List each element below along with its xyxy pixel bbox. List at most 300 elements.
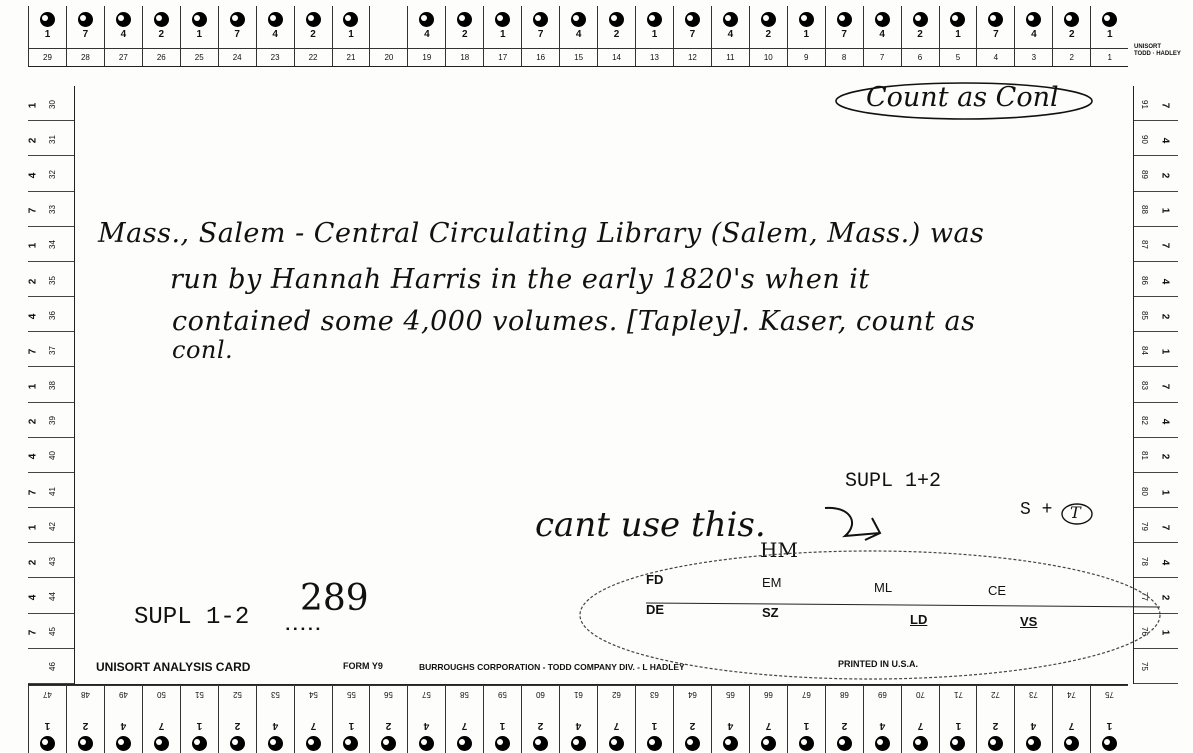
strip-code: 4 [120,29,127,40]
punch-hole-icon [419,736,434,751]
top-strip-cell [825,6,863,66]
bottom-strip-cell [559,685,597,753]
bottom-strip-cell [976,685,1014,753]
top-strip-cell [483,6,521,66]
bottom-strip-cell [635,685,673,753]
supl-upper-label: SUPL 1+2 [845,470,942,493]
strip-code: 4 [424,720,430,731]
code-de: DE [646,602,665,617]
strip-code: 1 [955,720,961,731]
strip-code: 7 [27,489,39,495]
left-strip-row [28,297,74,332]
punch-hole-icon [230,12,245,27]
right-strip-row [1134,121,1178,156]
left-strip-row [28,473,74,508]
strip-number: 20 [370,48,407,62]
bottom-strip-cell [332,685,370,753]
strip-number: 33 [47,205,57,215]
right-strip-row [1134,86,1178,121]
code-vs: VS [1020,614,1038,629]
strip-code: 1 [44,29,51,40]
strip-number: 3 [1015,48,1052,62]
strip-number: 23 [257,48,294,62]
strip-number: 68 [826,685,863,703]
bottom-strip-cell [104,685,142,753]
strip-number: 65 [712,685,749,703]
bottom-strip-cell [901,685,939,753]
bottom-strip-cell [749,685,787,753]
strip-code: 4 [575,29,582,40]
strip-number: 27 [105,48,142,62]
strip-number: 69 [864,685,901,703]
bottom-strip-cell [218,685,256,753]
strip-number: 60 [522,685,559,703]
top-strip-cell [787,6,825,66]
strip-code: 2 [82,720,89,731]
code-ld: LD [910,612,928,627]
strip-number: 11 [712,48,749,62]
bottom-strip-cell [369,685,407,753]
strip-code: 1 [196,29,202,40]
punch-hole-icon [40,736,55,751]
strip-number: 16 [522,48,559,62]
strip-number: 72 [977,685,1014,703]
strip-code: 1 [27,102,39,108]
strip-code: 1 [955,29,961,40]
strip-code: 4 [1159,418,1171,425]
code-em: EM [762,575,782,590]
top-strip-cell [445,6,483,66]
punch-hole-icon [533,12,548,27]
top-strip-cell [369,6,407,66]
strip-number: 89 [1139,170,1149,179]
left-strip-row [28,262,74,297]
strip-code: 2 [993,720,999,731]
strip-number: 76 [1139,627,1149,637]
strip-code: 2 [27,418,39,425]
punch-hole-icon [875,12,890,27]
strip-number: 50 [143,685,180,703]
strip-code: 1 [803,29,809,40]
left-strip-row [28,649,74,684]
strip-code: 7 [1069,720,1075,731]
bottom-strip-cell [521,685,559,753]
punch-hole-icon [1064,12,1079,27]
punch-hole-icon [116,12,131,27]
s-plus-label: S + [1020,500,1053,520]
strip-number: 58 [446,685,483,703]
top-punch-strip [28,6,1128,67]
strip-number: 43 [47,556,57,566]
strip-code: 1 [27,524,39,530]
punch-hole-icon [495,736,510,751]
strip-number: 9 [788,48,825,62]
strip-code: 7 [1159,243,1171,249]
punch-hole-icon [647,12,662,27]
punch-hole-icon [116,736,131,751]
strip-code: 4 [27,172,39,179]
bottom-strip-cell [28,685,66,753]
strip-code: 1 [27,383,39,390]
strip-code: 7 [993,29,999,40]
initials-hm: HM [760,538,798,562]
strip-number: 26 [143,48,180,62]
strip-code: 1 [1159,629,1171,636]
right-strip-row [1134,227,1178,262]
strip-code: 2 [917,29,923,40]
bottom-strip-cell [711,685,749,753]
strip-code: 7 [158,720,165,731]
top-strip-cell [597,6,635,66]
punch-hole-icon [457,12,472,27]
strip-number: 42 [47,521,57,531]
punch-hole-icon [761,12,776,27]
strip-number: 6 [902,48,939,62]
strip-number: 31 [47,134,57,144]
strip-code: 2 [1159,454,1171,460]
strip-code: 4 [727,720,734,731]
strip-number: 81 [1139,451,1149,461]
top-strip-cell [218,6,256,66]
punch-hole-icon [495,12,510,27]
bottom-strip-cell [142,685,180,753]
strip-code: 4 [1159,278,1171,284]
punch-hole-icon [571,736,586,751]
strip-code: 1 [499,29,506,40]
supl-lower-label: SUPL 1-2 [134,604,250,631]
strip-number: 38 [47,381,57,390]
strip-number: 30 [47,99,57,109]
code-fd: FD [646,572,664,587]
top-strip-cell [180,6,218,66]
left-strip-row [28,86,74,121]
strip-number: 56 [370,685,407,703]
strip-number: 53 [257,685,294,703]
top-strip-cell [407,6,445,66]
left-strip-row [28,543,74,578]
note-line-2: run by Hannah Harris in the early 1820's when it [170,264,870,295]
strip-code: 7 [1159,102,1171,108]
strip-code: 1 [651,720,658,731]
strip-number: 14 [598,48,635,62]
punch-hole-icon [78,12,93,27]
form-label: FORM Y9 [343,661,383,671]
strip-number: 86 [1139,275,1149,285]
punch-hole-icon [647,736,662,751]
strip-code: 4 [272,720,278,731]
top-strip-cell [863,6,901,66]
strip-code: 1 [651,29,658,40]
top-strip-cell [1052,6,1090,66]
dot-row: ▪▪▪▪▪ [286,624,324,635]
strip-code: 1 [27,243,39,249]
strip-number: 44 [47,592,57,602]
strip-code: 2 [310,29,316,40]
top-strip-cell [332,6,370,66]
strip-number: 18 [446,48,483,62]
top-strip-cell [711,6,749,66]
strip-number: 49 [105,685,142,703]
strip-code: 1 [348,720,354,731]
left-strip-row [28,332,74,367]
strip-code: 7 [234,29,240,40]
punch-hole-icon [192,12,207,27]
strip-number: 91 [1139,99,1149,109]
punch-hole-icon [571,12,586,27]
right-strip-row [1134,262,1178,297]
strip-code: 4 [272,29,278,40]
right-strip-row [1134,403,1178,438]
strip-number: 46 [47,662,57,672]
corner-logo-line-1: UNISORT [1134,44,1161,50]
circled-t-letter: T [1070,503,1081,522]
note-line-3: contained some 4,000 volumes. [Tapley]. Kaser, count as [172,306,976,337]
strip-number: 78 [1139,556,1149,566]
strip-number: 70 [902,685,939,703]
strip-number: 67 [788,685,825,703]
strip-number: 87 [1139,240,1149,250]
top-strip-cell [559,6,597,66]
punch-hole-icon [419,12,434,27]
strip-code: 1 [1159,348,1171,355]
card-title: UNISORT ANALYSIS CARD [96,660,251,674]
punch-hole-icon [40,12,55,27]
strip-number: 40 [47,451,57,461]
strip-number: 59 [484,685,521,703]
strip-number: 84 [1139,345,1149,355]
left-strip-row [28,367,74,402]
punch-hole-icon [457,736,472,751]
strip-number: 32 [47,170,57,179]
punch-hole-icon [988,736,1003,751]
right-strip-row [1134,508,1178,543]
strip-code: 7 [27,348,39,355]
strip-number: 75 [1091,685,1128,703]
left-strip-row [28,227,74,262]
code-ce: CE [988,583,1007,598]
strip-code: 4 [27,454,39,460]
punch-hole-icon [1102,736,1117,751]
strip-number: 13 [636,48,673,62]
strip-number: 77 [1139,592,1149,602]
punch-hole-icon [685,12,700,27]
note-line-1: Mass., Salem - Central Circulating Library (Salem, Mass.) was [98,218,985,249]
strip-number: 51 [181,685,218,703]
strip-number: 1 [1091,48,1128,62]
strip-code: 2 [613,29,620,40]
punch-hole-icon [268,12,283,27]
strip-code: 1 [196,720,202,731]
strip-number: 57 [408,685,445,703]
number-289: 289 [300,578,369,619]
bottom-strip-cell [1052,685,1090,753]
top-strip-cell [66,6,104,66]
punch-hole-icon [988,12,1003,27]
strip-code: 7 [689,29,696,40]
note-line-4: conl. [172,336,234,364]
left-strip-row [28,438,74,473]
count-as-conl-note: Count as Conl [866,82,1059,113]
left-strip-row [28,614,74,649]
punch-hole-icon [723,736,738,751]
punch-hole-icon [1102,12,1117,27]
strip-code: 2 [689,720,696,731]
bottom-strip-cell [597,685,635,753]
top-strip-cell [749,6,787,66]
printed-in-label: PRINTED IN U.S.A. [838,659,919,669]
strip-code: 7 [1159,524,1171,530]
bottom-strip-cell [1014,685,1052,753]
top-strip-cell [939,6,977,66]
strip-code: 4 [575,720,582,731]
code-sz: SZ [762,605,779,620]
strip-number: 47 [29,685,66,703]
bottom-strip-cell [1090,685,1128,753]
strip-number: 28 [67,48,104,62]
strip-number: 48 [67,685,104,703]
strip-number: 39 [47,416,57,426]
strip-number: 25 [181,48,218,62]
strip-number: 17 [484,48,521,62]
punch-hole-icon [723,12,738,27]
strip-number: 36 [47,310,57,320]
strip-number: 22 [295,48,332,62]
punch-hole-icon [685,736,700,751]
strip-number: 64 [674,685,711,703]
top-strip-cell [635,6,673,66]
strip-number: 79 [1139,521,1149,531]
punch-hole-icon [761,736,776,751]
top-strip-cell [104,6,142,66]
strip-code: 1 [348,29,354,40]
strip-number: 52 [219,685,256,703]
left-punch-strip [28,86,75,684]
strip-number: 10 [750,48,787,62]
strip-number: 2 [1053,48,1090,62]
strip-code: 7 [310,720,316,731]
strip-number: 85 [1139,310,1149,320]
strip-number: 73 [1015,685,1052,703]
strip-code: 2 [462,29,468,40]
strip-code: 7 [613,720,620,731]
strip-number: 88 [1139,205,1149,215]
strip-code: 1 [1106,720,1113,731]
bottom-strip-cell [825,685,863,753]
right-strip-row [1134,297,1178,332]
strip-number: 45 [47,627,57,637]
strip-number: 21 [333,48,370,62]
strip-code: 4 [27,313,39,319]
strip-code: 7 [82,29,89,40]
strip-number: 74 [1053,685,1090,703]
strip-code: 2 [537,720,544,731]
strip-code: 4 [879,720,885,731]
top-strip-cell [673,6,711,66]
strip-number: 37 [47,345,57,355]
punch-hole-icon [950,12,965,27]
strip-number: 75 [1139,662,1149,672]
bottom-strip-cell [445,685,483,753]
strip-code: 7 [917,720,923,731]
right-strip-row [1134,192,1178,227]
strip-code: 2 [386,720,392,731]
punch-hole-icon [381,736,396,751]
right-strip-row [1134,438,1178,473]
strip-code: 1 [1159,489,1171,495]
top-strip-cell [28,6,66,66]
strip-number: 15 [560,48,597,62]
right-strip-row [1134,473,1178,508]
left-strip-row [28,508,74,543]
strip-code: 2 [1159,313,1171,319]
punch-hole-icon [837,12,852,27]
bottom-punch-strip [28,684,1128,753]
strip-number: 83 [1139,381,1149,390]
strip-code: 4 [27,594,39,601]
punch-hole-icon [230,736,245,751]
strip-code: 2 [234,720,240,731]
strip-code: 4 [120,720,127,731]
strip-code: 4 [1159,137,1171,144]
strip-code: 4 [1159,559,1171,566]
punch-hole-icon [875,736,890,751]
left-strip-row [28,156,74,191]
punch-hole-icon [609,736,624,751]
top-strip-cell [521,6,559,66]
punch-hole-icon [799,736,814,751]
strip-code: 7 [27,207,39,214]
strip-number: 12 [674,48,711,62]
arrow-mark [820,498,890,546]
strip-number: 71 [940,685,977,703]
strip-code: 2 [27,137,39,144]
strip-code: 2 [841,720,847,731]
right-strip-row [1134,156,1178,191]
strip-number: 8 [826,48,863,62]
strip-code: 4 [727,29,734,40]
strip-number: 5 [940,48,977,62]
code-ml: ML [874,580,893,595]
strip-code: 2 [27,278,39,284]
strip-code: 1 [499,720,506,731]
punch-hole-icon [154,12,169,27]
bottom-strip-cell [483,685,521,753]
left-strip-row [28,121,74,156]
bottom-strip-cell [863,685,901,753]
strip-number: 34 [47,240,57,250]
punch-hole-icon [306,736,321,751]
bottom-strip-cell [66,685,104,753]
strip-code: 7 [27,629,39,636]
left-strip-row [28,403,74,438]
top-strip-cell [976,6,1014,66]
punch-hole-icon [1064,736,1079,751]
strip-number: 4 [977,48,1014,62]
bottom-strip-cell [180,685,218,753]
punch-hole-icon [1026,736,1041,751]
strip-code: 2 [1159,594,1171,601]
punch-hole-icon [913,736,928,751]
bottom-strip-cell [256,685,294,753]
top-strip-cell [256,6,294,66]
top-strip-cell [1014,6,1052,66]
punch-hole-icon [268,736,283,751]
strip-code: 7 [537,29,544,40]
company-label: BURROUGHS CORPORATION - TODD COMPANY DIV. - L HADLEY [419,662,685,672]
punch-hole-icon [950,736,965,751]
strip-code: 4 [1031,720,1037,731]
strip-number: 41 [47,486,57,496]
